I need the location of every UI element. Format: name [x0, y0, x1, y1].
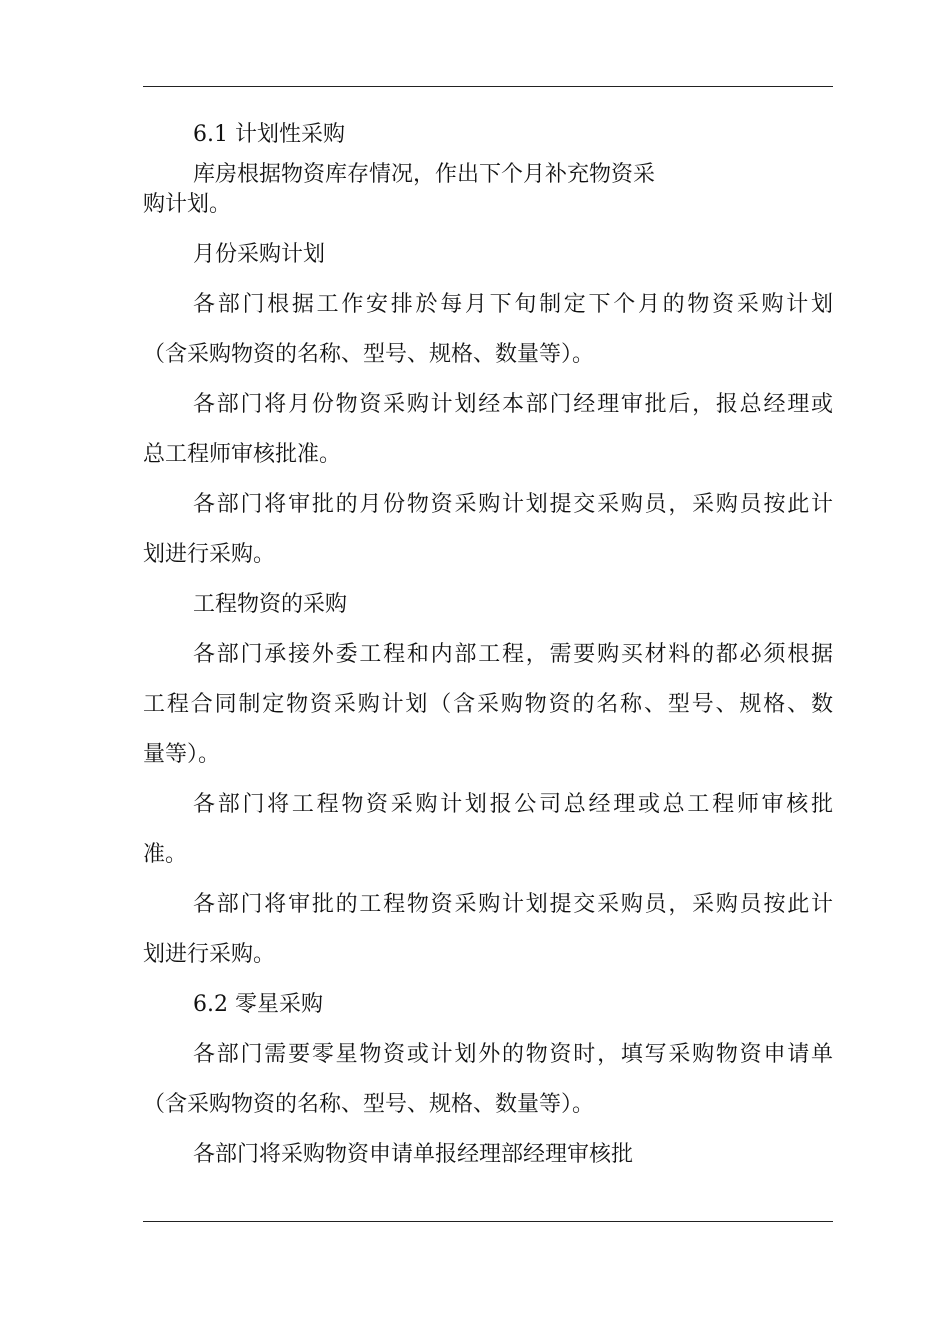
paragraph-line: 准。 — [143, 842, 188, 867]
document-body — [143, 110, 833, 1180]
paragraph-line: 划进行采购。 — [143, 942, 276, 967]
section-heading-6-2: 6.2 零星采购 — [193, 992, 323, 1017]
paragraph-line: 各部门需要零星物资或计划外的物资时，填写采购物资申请单 — [193, 1042, 833, 1067]
paragraph-line: 购计划。 — [143, 192, 232, 217]
paragraph-line: 工程合同制定物资采购计划（含采购物资的名称、型号、规格、数 — [143, 692, 833, 717]
header-rule — [143, 86, 833, 87]
paragraph-line: 各部门将工程物资采购计划报公司总经理或总工程师审核批 — [193, 792, 833, 817]
paragraph-line: 各部门将采购物资申请单报经理部经理审核批 — [193, 1142, 634, 1167]
paragraph-line: 划进行采购。 — [143, 542, 276, 567]
paragraph-line: 各部门将审批的工程物资采购计划提交采购员，采购员按此计 — [193, 892, 833, 917]
subheading-monthly-plan: 月份采购计划 — [193, 242, 326, 267]
paragraph-line: 各部门承接外委工程和内部工程，需要购买材料的都必须根据 — [193, 642, 833, 667]
paragraph-line: 各部门将月份物资采购计划经本部门经理审批后，报总经理或 — [193, 392, 833, 417]
paragraph-line: 各部门将审批的月份物资采购计划提交采购员，采购员按此计 — [193, 492, 833, 517]
paragraph-line: 总工程师审核批准。 — [143, 442, 342, 467]
paragraph-line: （含采购物资的名称、型号、规格、数量等）。 — [143, 342, 595, 367]
subheading-project-materials: 工程物资的采购 — [193, 592, 348, 617]
paragraph-line: 库房根据物资库存情况，作出下个月补充物资采 — [193, 162, 656, 187]
paragraph-line: 各部门根据工作安排於每月下旬制定下个月的物资采购计划 — [193, 292, 833, 317]
paragraph-line: （含采购物资的名称、型号、规格、数量等）。 — [143, 1092, 595, 1117]
section-heading-6-1: 6.1 计划性采购 — [193, 122, 345, 147]
paragraph-line: 量等）。 — [143, 742, 221, 767]
footer-rule — [143, 1221, 833, 1222]
